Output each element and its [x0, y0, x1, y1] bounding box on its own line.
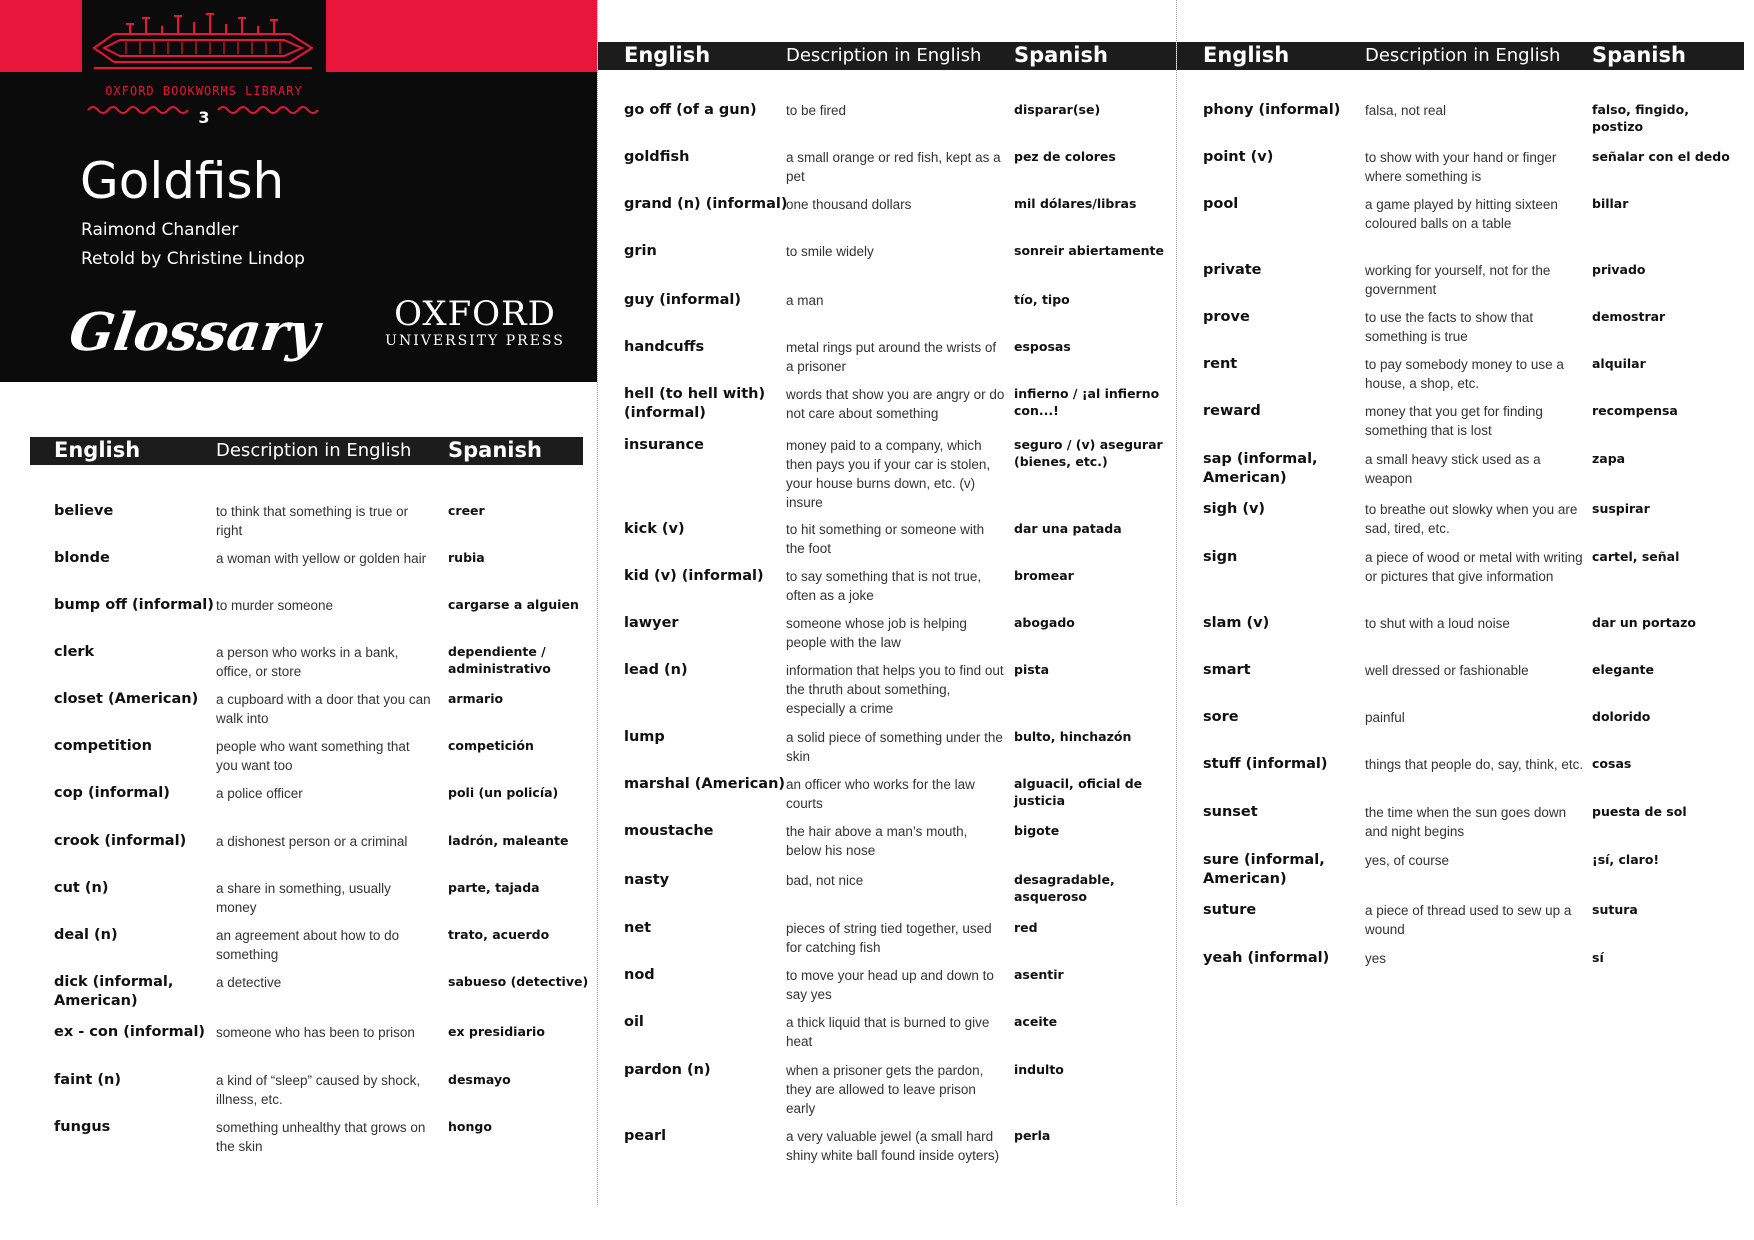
entry-spanish-term: alguacil, oficial de justicia: [1014, 776, 1143, 808]
entry-english-term: closet (American): [54, 691, 199, 707]
entry-english-term: clerk: [54, 644, 95, 660]
entry-english-term: dick (informal, American): [54, 974, 174, 1009]
entry-spanish-term: poli (un policía): [448, 785, 559, 800]
entry-spanish-term: puesta de sol: [1592, 804, 1687, 819]
entry-description: a piece of thread used to sew up a wound: [1365, 903, 1572, 937]
entry-description: to move your head up and down to say yes: [786, 968, 994, 1002]
entry-description: an officer who works for the law courts: [786, 777, 975, 811]
book-title: Goldfish: [80, 152, 285, 210]
entry-spanish-term: tío, tipo: [1014, 292, 1070, 307]
publisher-subtitle: UNIVERSITY PRESS: [385, 333, 565, 349]
entry-description: someone who has been to prison: [216, 1025, 415, 1040]
series-level: 3: [198, 108, 210, 127]
entry-spanish-term: demostrar: [1592, 309, 1666, 324]
entry-description: pieces of string tied together, used for catching fish: [786, 921, 992, 955]
entry-spanish-term: bromear: [1014, 568, 1074, 583]
entry-spanish-term: cargarse a alguien: [448, 597, 579, 612]
entry-english-term: slam (v): [1203, 615, 1270, 631]
entry-english-term: pool: [1203, 196, 1239, 212]
book-reteller: Retold by Christine Lindop: [81, 249, 305, 269]
header-spanish: Spanish: [448, 438, 542, 462]
entry-description: words that show you are angry or do not care about something: [786, 387, 1005, 421]
header-description: Description in English: [1365, 45, 1561, 66]
entry-english-term: nasty: [624, 872, 670, 888]
entry-spanish-term: ladrón, maleante: [448, 833, 569, 848]
entry-description: yes: [1365, 951, 1387, 966]
entry-english-term: blonde: [54, 550, 110, 566]
entry-description: to hit something or someone with the foot: [786, 522, 985, 556]
entry-spanish-term: sutura: [1592, 902, 1638, 917]
entry-description: something unhealthy that grows on the skin: [216, 1120, 426, 1154]
header-english: English: [624, 43, 711, 67]
entry-description: to think that something is true or right: [216, 504, 409, 538]
entry-description: information that helps you to find out the thruth about something, especially a crime: [786, 663, 1004, 716]
entry-description: a small orange or red fish, kept as a pet: [786, 150, 1001, 184]
entry-description: money that you get for finding something that is lost: [1365, 404, 1543, 438]
entry-english-term: insurance: [624, 437, 704, 453]
entry-spanish-term: dolorido: [1592, 709, 1651, 724]
entry-english-term: ex - con (informal): [54, 1024, 206, 1040]
entry-spanish-term: bulto, hinchazón: [1014, 729, 1132, 744]
entry-english-term: sunset: [1203, 804, 1258, 820]
entry-english-term: suture: [1203, 902, 1257, 918]
entry-english-term: crook (informal): [54, 833, 187, 849]
entry-english-term: faint (n): [54, 1072, 121, 1088]
entry-english-term: oil: [624, 1014, 644, 1030]
entry-description: a solid piece of something under the skin: [786, 730, 1003, 764]
entry-spanish-term: pista: [1014, 662, 1050, 677]
entry-description: a very valuable jewel (a small hard shiny white ball found inside oyters): [786, 1129, 1000, 1163]
entry-description: a small heavy stick used as a weapon: [1365, 452, 1541, 486]
entry-description: a share in something, usually money: [216, 881, 391, 915]
entry-english-term: lead (n): [624, 662, 688, 678]
entry-description: to murder someone: [216, 598, 334, 613]
entry-spanish-term: disparar(se): [1014, 102, 1101, 117]
entry-description: a detective: [216, 975, 282, 990]
entry-spanish-term: hongo: [448, 1119, 492, 1134]
header-english: English: [54, 438, 141, 462]
entry-english-term: kid (v) (informal): [624, 568, 764, 584]
entry-description: a kind of “sleep” caused by shock, illness, etc.: [216, 1073, 421, 1107]
entry-english-term: private: [1203, 262, 1262, 278]
entry-spanish-term: billar: [1592, 196, 1629, 211]
entry-english-term: cut (n): [54, 880, 109, 896]
entry-description: working for yourself, not for the government: [1365, 263, 1551, 297]
entry-description: to be fired: [786, 103, 847, 118]
entry-description: someone whose job is helping people with the law: [786, 616, 967, 650]
column-header: [1177, 42, 1744, 70]
entry-description: falsa, not real: [1365, 103, 1447, 118]
entry-english-term: yeah (informal): [1203, 950, 1330, 966]
entry-english-term: prove: [1203, 309, 1250, 325]
entry-description: to shut with a loud noise: [1365, 616, 1510, 631]
entry-english-term: phony (informal): [1203, 102, 1341, 118]
entry-spanish-term: zapa: [1592, 451, 1626, 466]
entry-description: one thousand dollars: [786, 197, 912, 212]
glossary-heading: Glossary: [65, 302, 323, 363]
entry-english-term: competition: [54, 738, 152, 754]
entry-spanish-term: seguro / (v) asegurar (bienes, etc.): [1014, 437, 1163, 469]
entry-spanish-term: suspirar: [1592, 501, 1650, 516]
entry-description: a dishonest person or a criminal: [216, 834, 408, 849]
entry-spanish-term: infierno / ¡al infierno con...!: [1014, 386, 1160, 418]
entry-spanish-term: bigote: [1014, 823, 1060, 838]
header-spanish: Spanish: [1592, 43, 1686, 67]
entry-spanish-term: desmayo: [448, 1072, 511, 1087]
entry-description: a police officer: [216, 786, 303, 801]
entry-spanish-term: dependiente / administrativo: [448, 644, 551, 676]
entry-english-term: lawyer: [624, 615, 679, 631]
entry-english-term: rent: [1203, 356, 1238, 372]
entry-spanish-term: sabueso (detective): [448, 974, 589, 989]
entry-description: to show with your hand or finger where something is: [1365, 150, 1557, 184]
entry-spanish-term: señalar con el dedo: [1592, 149, 1730, 164]
entry-description: an agreement about how to do something: [216, 928, 400, 962]
entry-description: the hair above a man’s mouth, below his nose: [786, 824, 968, 858]
entry-english-term: reward: [1203, 403, 1261, 419]
entry-spanish-term: desagradable, asqueroso: [1014, 872, 1115, 904]
entry-english-term: believe: [54, 503, 114, 519]
entry-english-term: goldfish: [624, 149, 690, 165]
entry-english-term: sign: [1203, 549, 1238, 565]
entry-english-term: nod: [624, 967, 655, 983]
entry-spanish-term: asentir: [1014, 967, 1064, 982]
entry-spanish-term: privado: [1592, 262, 1646, 277]
entry-spanish-term: abogado: [1014, 615, 1075, 630]
entry-description: a game played by hitting sixteen coloured balls on a table: [1365, 197, 1558, 231]
entry-spanish-term: parte, tajada: [448, 880, 540, 895]
entry-english-term: point (v): [1203, 149, 1274, 165]
entry-description: money paid to a company, which then pays you if your car is stolen, your house burns down, etc. (v) insure: [786, 438, 991, 510]
entry-english-term: handcuffs: [624, 339, 705, 355]
entry-spanish-term: rubia: [448, 550, 485, 565]
entry-english-term: fungus: [54, 1119, 111, 1135]
glossary-column: [1177, 0, 1744, 1240]
glossary-column: [30, 0, 589, 1240]
entry-description: a piece of wood or metal with writing or pictures that give information: [1365, 550, 1583, 584]
entry-spanish-term: armario: [448, 691, 504, 706]
entry-spanish-term: perla: [1014, 1128, 1051, 1143]
entry-spanish-term: creer: [448, 503, 485, 518]
entry-english-term: pearl: [624, 1128, 667, 1144]
entry-spanish-term: dar un portazo: [1592, 615, 1697, 630]
entry-spanish-term: aceite: [1014, 1014, 1058, 1029]
entry-description: to say something that is not true, often as a joke: [786, 569, 982, 603]
entry-spanish-term: falso, fingido, postizo: [1592, 102, 1689, 134]
entry-english-term: cop (informal): [54, 785, 170, 801]
entry-spanish-term: indulto: [1014, 1062, 1064, 1077]
entry-description: metal rings put around the wrists of a prisoner: [786, 340, 997, 374]
entry-spanish-term: sonreir abiertamente: [1014, 243, 1164, 258]
entry-description: people who want something that you want too: [216, 739, 410, 773]
entry-english-term: kick (v): [624, 521, 685, 537]
entry-spanish-term: mil dólares/libras: [1014, 196, 1137, 211]
entry-description: yes, of course: [1365, 853, 1450, 868]
entry-english-term: net: [624, 920, 652, 936]
entry-english-term: bump off (informal): [54, 597, 214, 613]
entry-description: the time when the sun goes down and night begins: [1365, 805, 1567, 839]
entry-description: to pay somebody money to use a house, a shop, etc.: [1365, 357, 1564, 391]
entry-spanish-term: sí: [1592, 950, 1604, 965]
entry-spanish-term: ex presidiario: [448, 1024, 545, 1039]
entry-spanish-term: trato, acuerdo: [448, 927, 550, 942]
header-english: English: [1203, 43, 1290, 67]
entry-english-term: pardon (n): [624, 1062, 711, 1078]
entry-spanish-term: recompensa: [1592, 403, 1678, 418]
entry-description: a woman with yellow or golden hair: [216, 551, 427, 566]
entry-spanish-term: alquilar: [1592, 356, 1646, 371]
entry-description: a thick liquid that is burned to give heat: [786, 1015, 990, 1049]
entry-description: painful: [1365, 710, 1405, 725]
entry-description: a cupboard with a door that you can walk into: [216, 692, 431, 726]
entry-description: to smile widely: [786, 244, 874, 259]
entry-english-term: grin: [624, 243, 657, 259]
entry-spanish-term: competición: [448, 738, 534, 753]
entry-spanish-term: ¡sí, claro!: [1592, 852, 1660, 867]
entry-english-term: sap (informal, American): [1203, 451, 1318, 486]
entry-english-term: grand (n) (informal): [624, 196, 788, 212]
entry-spanish-term: dar una patada: [1014, 521, 1122, 536]
entry-description: bad, not nice: [786, 873, 864, 888]
entry-description: when a prisoner gets the pardon, they are allowed to leave prison early: [786, 1063, 984, 1116]
entry-description: to breathe out slowky when you are sad, tired, etc.: [1365, 502, 1578, 536]
entry-english-term: hell (to hell with) (informal): [624, 386, 766, 421]
entry-description: well dressed or fashionable: [1365, 663, 1529, 678]
entry-english-term: smart: [1203, 662, 1251, 678]
entry-english-term: stuff (informal): [1203, 756, 1328, 772]
column-header: [30, 437, 583, 465]
entry-english-term: sore: [1203, 709, 1239, 725]
book-author: Raimond Chandler: [81, 220, 239, 240]
entry-english-term: deal (n): [54, 927, 118, 943]
entry-english-term: go off (of a gun): [624, 102, 757, 118]
entry-description: a man: [786, 293, 824, 308]
entry-english-term: sigh (v): [1203, 501, 1266, 517]
entry-description: things that people do, say, think, etc.: [1365, 757, 1584, 772]
entry-spanish-term: red: [1014, 920, 1038, 935]
entry-english-term: marshal (American): [624, 776, 786, 792]
entry-description: to use the facts to show that something is true: [1365, 310, 1534, 344]
header-description: Description in English: [216, 440, 412, 461]
publisher-name: OXFORD: [394, 294, 556, 334]
entry-spanish-term: pez de colores: [1014, 149, 1116, 164]
header-spanish: Spanish: [1014, 43, 1108, 67]
entry-spanish-term: esposas: [1014, 339, 1071, 354]
entry-spanish-term: elegante: [1592, 662, 1654, 677]
entry-english-term: guy (informal): [624, 292, 742, 308]
entry-english-term: sure (informal, American): [1203, 852, 1325, 887]
glossary-column: [598, 0, 1176, 1240]
series-name: OXFORD BOOKWORMS LIBRARY: [105, 84, 303, 98]
entry-description: a person who works in a bank, office, or store: [216, 645, 399, 679]
entry-english-term: moustache: [624, 823, 714, 839]
header-description: Description in English: [786, 45, 982, 66]
entry-spanish-term: cartel, señal: [1592, 549, 1680, 564]
entry-english-term: lump: [624, 729, 665, 745]
entry-spanish-term: cosas: [1592, 756, 1632, 771]
column-header: [598, 42, 1176, 70]
